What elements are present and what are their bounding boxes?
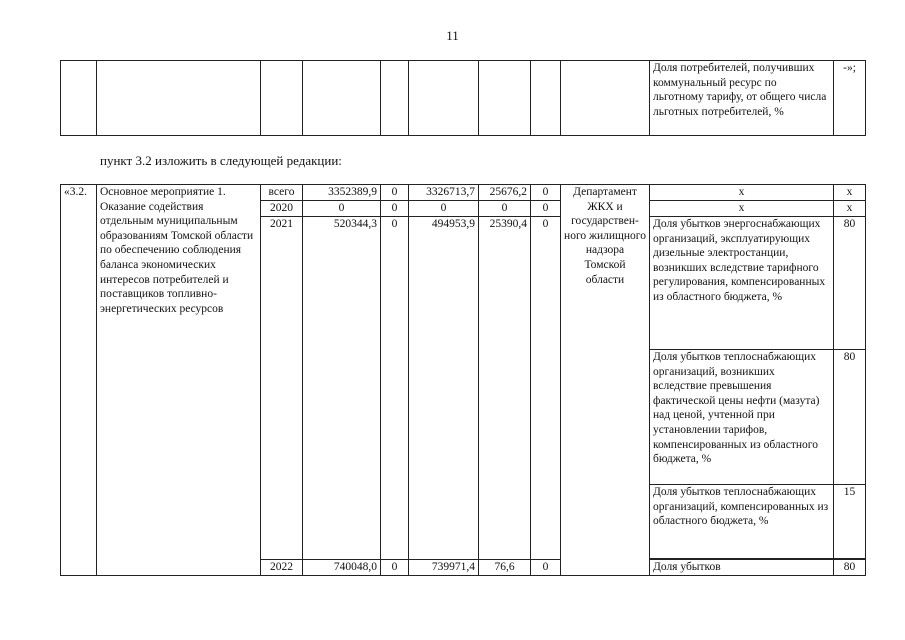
measure-title-cell: Основное мероприятие 1. Оказание содействия отдельным муниципальным образованиям Томской области по обеспечению соблюдения баланса экономических интересов потребителей и поставщиков топливно-энергетических ресурсов [97,185,261,576]
table-cell [531,61,561,136]
item-number-cell: «3.2. [61,185,97,576]
indicator-value-cell: 80 [834,217,866,350]
total-cell: 0 [303,201,381,217]
table-cell [261,61,303,136]
top-table-fragment [60,60,866,136]
department-cell: Департамент ЖКХ и государствен-ного жилищного надзора Томской области [561,185,650,576]
table-row [61,185,866,201]
table-cell [97,61,261,136]
table-cell [61,61,97,136]
municipal-cell: 25676,2 [479,185,531,201]
year-cell: всего [261,185,303,201]
table-cell [561,61,650,136]
other-cell: 0 [531,560,561,576]
regional-cell: 0 [409,201,479,217]
indicator-value-cell: -»; [834,61,866,136]
indicator-cell: Доля убытков [650,560,834,576]
federal-cell: 0 [381,201,409,217]
total-cell: 520344,3 [303,217,381,560]
table-cell [409,61,479,136]
indicator-cell: Доля убытков энергоснабжающих организаций, эксплуатирующих дизельные электростанции, возникших вследствие тарифного регулирования, компенсированных из областного бюджета, % [650,217,834,350]
year-cell: 2022 [261,560,303,576]
indicator-cell: Доля потребителей, получивших коммунальный ресурс по льготному тарифу, от общего числа льготных потребителей, % [650,61,834,136]
indicator-value-cell: x [834,201,866,217]
year-cell: 2020 [261,201,303,217]
indicator-value-cell: x [834,185,866,201]
regional-cell: 739971,4 [409,560,479,576]
indicator-cell: Доля убытков теплоснабжающих организаций, компенсированных из областного бюджета, % [650,485,834,559]
main-table [60,184,866,576]
other-cell: 0 [531,201,561,217]
indicator-cell: Доля убытков теплоснабжающих организаций, возникших вследствие превышения фактической цены нефти (мазута) над ценой, учтенной при установлении тарифов, компенсированных из областного бюджета, % [650,350,834,485]
total-cell: 740048,0 [303,560,381,576]
total-cell: 3352389,9 [303,185,381,201]
regional-cell: 3326713,7 [409,185,479,201]
municipal-cell: 76,6 [479,560,531,576]
federal-cell: 0 [381,185,409,201]
other-cell: 0 [531,217,561,560]
instruction-text: пункт 3.2 изложить в следующей редакции: [100,153,342,168]
table-cell [303,61,381,136]
other-cell: 0 [531,185,561,201]
municipal-cell: 0 [479,201,531,217]
year-cell: 2021 [261,217,303,560]
table-row [61,61,866,136]
indicator-value-cell: 80 [834,560,866,576]
indicator-value-cell: 80 [834,350,866,485]
indicator-value-cell: 15 [834,485,866,559]
federal-cell: 0 [381,560,409,576]
federal-cell: 0 [381,217,409,560]
table-cell [479,61,531,136]
indicator-cell: x [650,185,834,201]
municipal-cell: 25390,4 [479,217,531,560]
table-cell [381,61,409,136]
indicator-cell: x [650,201,834,217]
page-number: 11 [446,28,459,43]
regional-cell: 494953,9 [409,217,479,560]
